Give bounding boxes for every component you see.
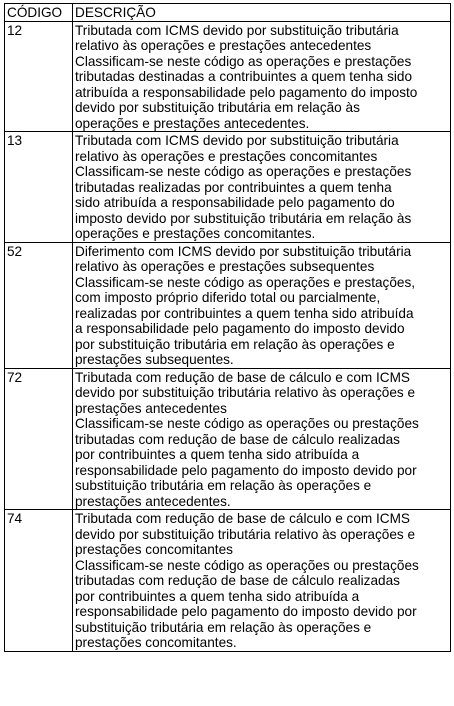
description-line: por substituição tributária em relação às operações e — [75, 336, 395, 352]
code-cell: 52 — [5, 242, 73, 368]
description-cell — [73, 21, 451, 132]
description-line: atribuída a responsabilidade pelo pagamento do imposto — [75, 84, 418, 100]
description-line: devido por substituição tributária relativo às operações e — [75, 526, 416, 542]
table-row — [5, 132, 451, 243]
description-cell — [73, 242, 451, 368]
table-header-row — [5, 4, 451, 22]
description-line: Tributada com redução de base de cálculo e com ICMS — [75, 511, 410, 526]
description-line: operações e prestações concomitantes. — [75, 226, 316, 241]
description-line: com imposto próprio diferido total ou parcialmente, — [75, 290, 381, 305]
description-line: devido por substituição tributária relativo às operações e — [75, 385, 416, 400]
description-cell — [73, 510, 451, 652]
description-line: Tributada com ICMS devido por substituição tributária — [75, 133, 399, 148]
code-cell: 72 — [5, 368, 73, 510]
description-line: Classificam-se neste código as operações e prestações — [75, 53, 412, 69]
description-line: substituição tributária em relação às operações e — [75, 478, 372, 493]
description-line: Tributada com ICMS devido por substituição tributária — [75, 22, 399, 38]
description-line: sido atribuída a responsabilidade pelo pagamento do — [75, 195, 395, 210]
description-line: a responsabilidade pelo pagamento do imposto devido — [75, 321, 405, 336]
description-line: responsabilidade pelo pagamento do imposto devido por — [75, 604, 417, 619]
description-cell — [73, 368, 451, 510]
code-cell: 74 — [5, 510, 73, 652]
description-line: Classificam-se neste código as operações e prestações — [75, 164, 412, 179]
header-description: DESCRIÇÃO — [73, 4, 451, 22]
code-cell: 13 — [5, 132, 73, 243]
description-line: operações e prestações antecedentes. — [75, 115, 310, 131]
code-cell: 12 — [5, 21, 73, 132]
description-line: Tributada com redução de base de cálculo e com ICMS — [75, 369, 410, 385]
description-line: substituição tributária em relação às operações e — [75, 619, 372, 635]
description-line: prestações antecedentes — [75, 400, 227, 416]
table-row — [5, 242, 451, 368]
description-line: prestações antecedentes. — [75, 493, 231, 509]
description-line: tributadas com redução de base de cálculo realizadas — [75, 431, 400, 447]
description-line: responsabilidade pelo pagamento do imposto devido por — [75, 462, 417, 478]
description-line: relativo às operações e prestações subsequentes — [75, 259, 375, 274]
description-line: por contribuintes a quem tenha sido atribuída a — [75, 447, 360, 462]
description-line: tributadas realizadas por contribuintes a quem tenha — [75, 179, 392, 195]
description-line: prestações subsequentes. — [75, 352, 234, 367]
description-line: relativo às operações e prestações concomitantes — [75, 148, 378, 164]
description-line: Diferimento com ICMS devido por substituição tributária — [75, 243, 412, 259]
description-line: prestações concomitantes. — [75, 635, 237, 650]
description-line: por contribuintes a quem tenha sido atribuída a — [75, 588, 360, 604]
table-row — [5, 510, 451, 652]
description-cell — [73, 132, 451, 243]
description-line: tributadas destinadas a contribuintes a quem tenha sido — [75, 69, 413, 84]
description-line: devido por substituição tributária em relação às — [75, 100, 360, 115]
header-code: CÓDIGO — [5, 4, 73, 22]
description-line: realizadas por contribuintes a quem tenha sido atribuída — [75, 305, 414, 321]
table-row — [5, 21, 451, 132]
table-row — [5, 368, 451, 510]
description-line: prestações concomitantes — [75, 542, 233, 557]
description-line: relativo às operações e prestações antecedentes — [75, 38, 372, 53]
cst-code-table — [4, 3, 451, 652]
description-line: tributadas com redução de base de cálculo realizadas — [75, 573, 400, 588]
description-line: imposto devido por substituição tributária em relação às — [75, 210, 412, 226]
description-line: Classificam-se neste código as operações ou prestações — [75, 557, 419, 573]
table-body — [5, 21, 451, 651]
description-line: Classificam-se neste código as operações ou prestações — [75, 416, 419, 431]
description-line: Classificam-se neste código as operações e prestações, — [75, 274, 416, 290]
